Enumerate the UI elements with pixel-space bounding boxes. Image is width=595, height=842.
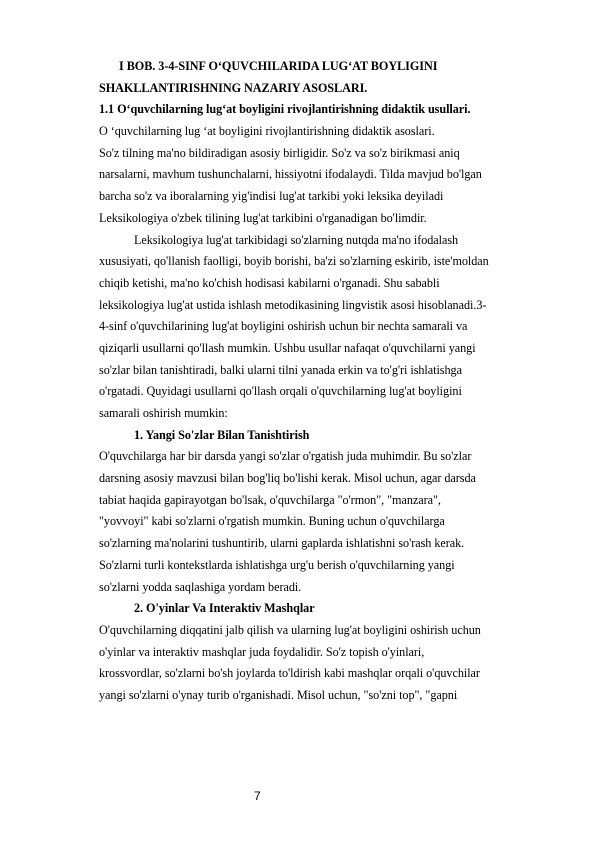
paragraph-line: darsning asosiy mavzusi bilan bog'liq bo'lishi kerak. Misol uchun, agar darsda	[99, 471, 476, 486]
paragraph-line: leksikologiya lug'at ustida ishlash metodikasining lingvistik asosi hisoblanadi.3-	[99, 297, 487, 312]
paragraph-line: chiqib ketishi, ma'no ko'chish hodisasi kabilarni o'rganadi. Shu sababli	[99, 275, 440, 290]
subheading-new-words: 1. Yangi So'zlar Bilan Tanishtirish	[134, 427, 310, 442]
chapter-title-line-2: SHAKLLANTIRISHNING NAZARIY ASOSLARI.	[99, 80, 368, 95]
intro-line: narsalarni, mavhum tushunchalarni, hissiyotni ifodalaydi. Tilda mavjud bo'lgan	[99, 167, 482, 182]
paragraph-line: Leksikologiya lug'at tarkibidagi so'zlarning nutqda ma'no ifodalash	[134, 232, 459, 247]
intro-line: barcha so'z va iboralarning yig'indisi lug'at tarkibi yoki leksika deyiladi	[99, 189, 444, 204]
paragraph-line: o'rgatadi. Quyidagi usullarni qo'llash orqali o'quvchilarning lug'at boyligini	[99, 384, 462, 399]
paragraph-line: yangi so'zlarni o'ynay turib o'rganishadi. Misol uchun, "so'zni top", "gapni	[99, 687, 458, 702]
paragraph-line: samarali oshirish mumkin:	[99, 406, 228, 420]
paragraph-line: krossvordlar, so'zlarni bo'sh joylarda to'ldirish kabi mashqlar orqali o'quvchilar	[99, 666, 480, 681]
page-content	[99, 56, 555, 707]
intro-line: O ‘quvchilarning lug ‘at boyligini rivojlantirishning didaktik asoslari.	[99, 124, 435, 139]
paragraph-line: O'quvchilarga har bir darsda yangi so'zlar o'rgatish juda muhimdir. Bu so'zlar	[99, 449, 472, 464]
paragraph-line: so'zlarni yodda saqlashiga yordam beradi.	[99, 579, 302, 594]
paragraph-line: so'zlarning ma'nolarini tushuntirib, ularni gaplarda ishlatishni so'rash kerak.	[99, 536, 465, 551]
paragraph-line: "yovvoyi" kabi so'zlarni o'rgatish mumkin. Buning uchun o'quvchilarga	[99, 514, 445, 529]
paragraph-line: so'zlar bilan tanishtiradi, balki ularni tilni yanada erkin va to'g'ri ishlatishga	[99, 362, 462, 377]
chapter-title-line-1: I BOB. 3-4-SINF O‘QUVCHILARIDA LUG‘AT BOYLIGINI	[119, 59, 438, 73]
page-number: 7	[254, 789, 261, 803]
intro-line: So'z tilning ma'no bildiradigan asosiy birligidir. So'z va so'z birikmasi aniq	[99, 145, 460, 160]
section-title: 1.1 O‘quvchilarning lug‘at boyligini rivojlantirishning didaktik usullari.	[99, 102, 471, 117]
paragraph-line: So'zlarni turli kontekstlarda ishlatishga urg'u berish o'quvchilarning yangi	[99, 557, 455, 572]
paragraph-line: qiziqarli usullarni qo'llash mumkin. Ushbu usullar nafaqat o'quvchilarni yangi	[99, 340, 476, 355]
paragraph-line: xususiyati, qo'llanish faolligi, boyib borishi, ba'zi so'zlarning eskirib, iste'moldan	[99, 254, 489, 269]
paragraph-line: tabiat haqida gapirayotgan bo'lsak, o'quvchilarga "o'rmon", "manzara",	[99, 492, 441, 507]
paragraph-line: o'yinlar va interaktiv mashqlar juda foydalidir. So'z topish o'yinlari,	[99, 644, 425, 659]
subheading-games: 2. O'yinlar Va Interaktiv Mashqlar	[134, 601, 315, 616]
paragraph-line: O'quvchilarning diqqatini jalb qilish va ularning lug'at boyligini oshirish uchun	[99, 622, 481, 637]
paragraph-line: 4-sinf o'quvchilarining lug'at boyligini oshirish uchun bir nechta samarali va	[99, 319, 468, 334]
intro-line: Leksikologiya o'zbek tilining lug'at tarkibini o'rganadigan bo'limdir.	[99, 210, 427, 225]
